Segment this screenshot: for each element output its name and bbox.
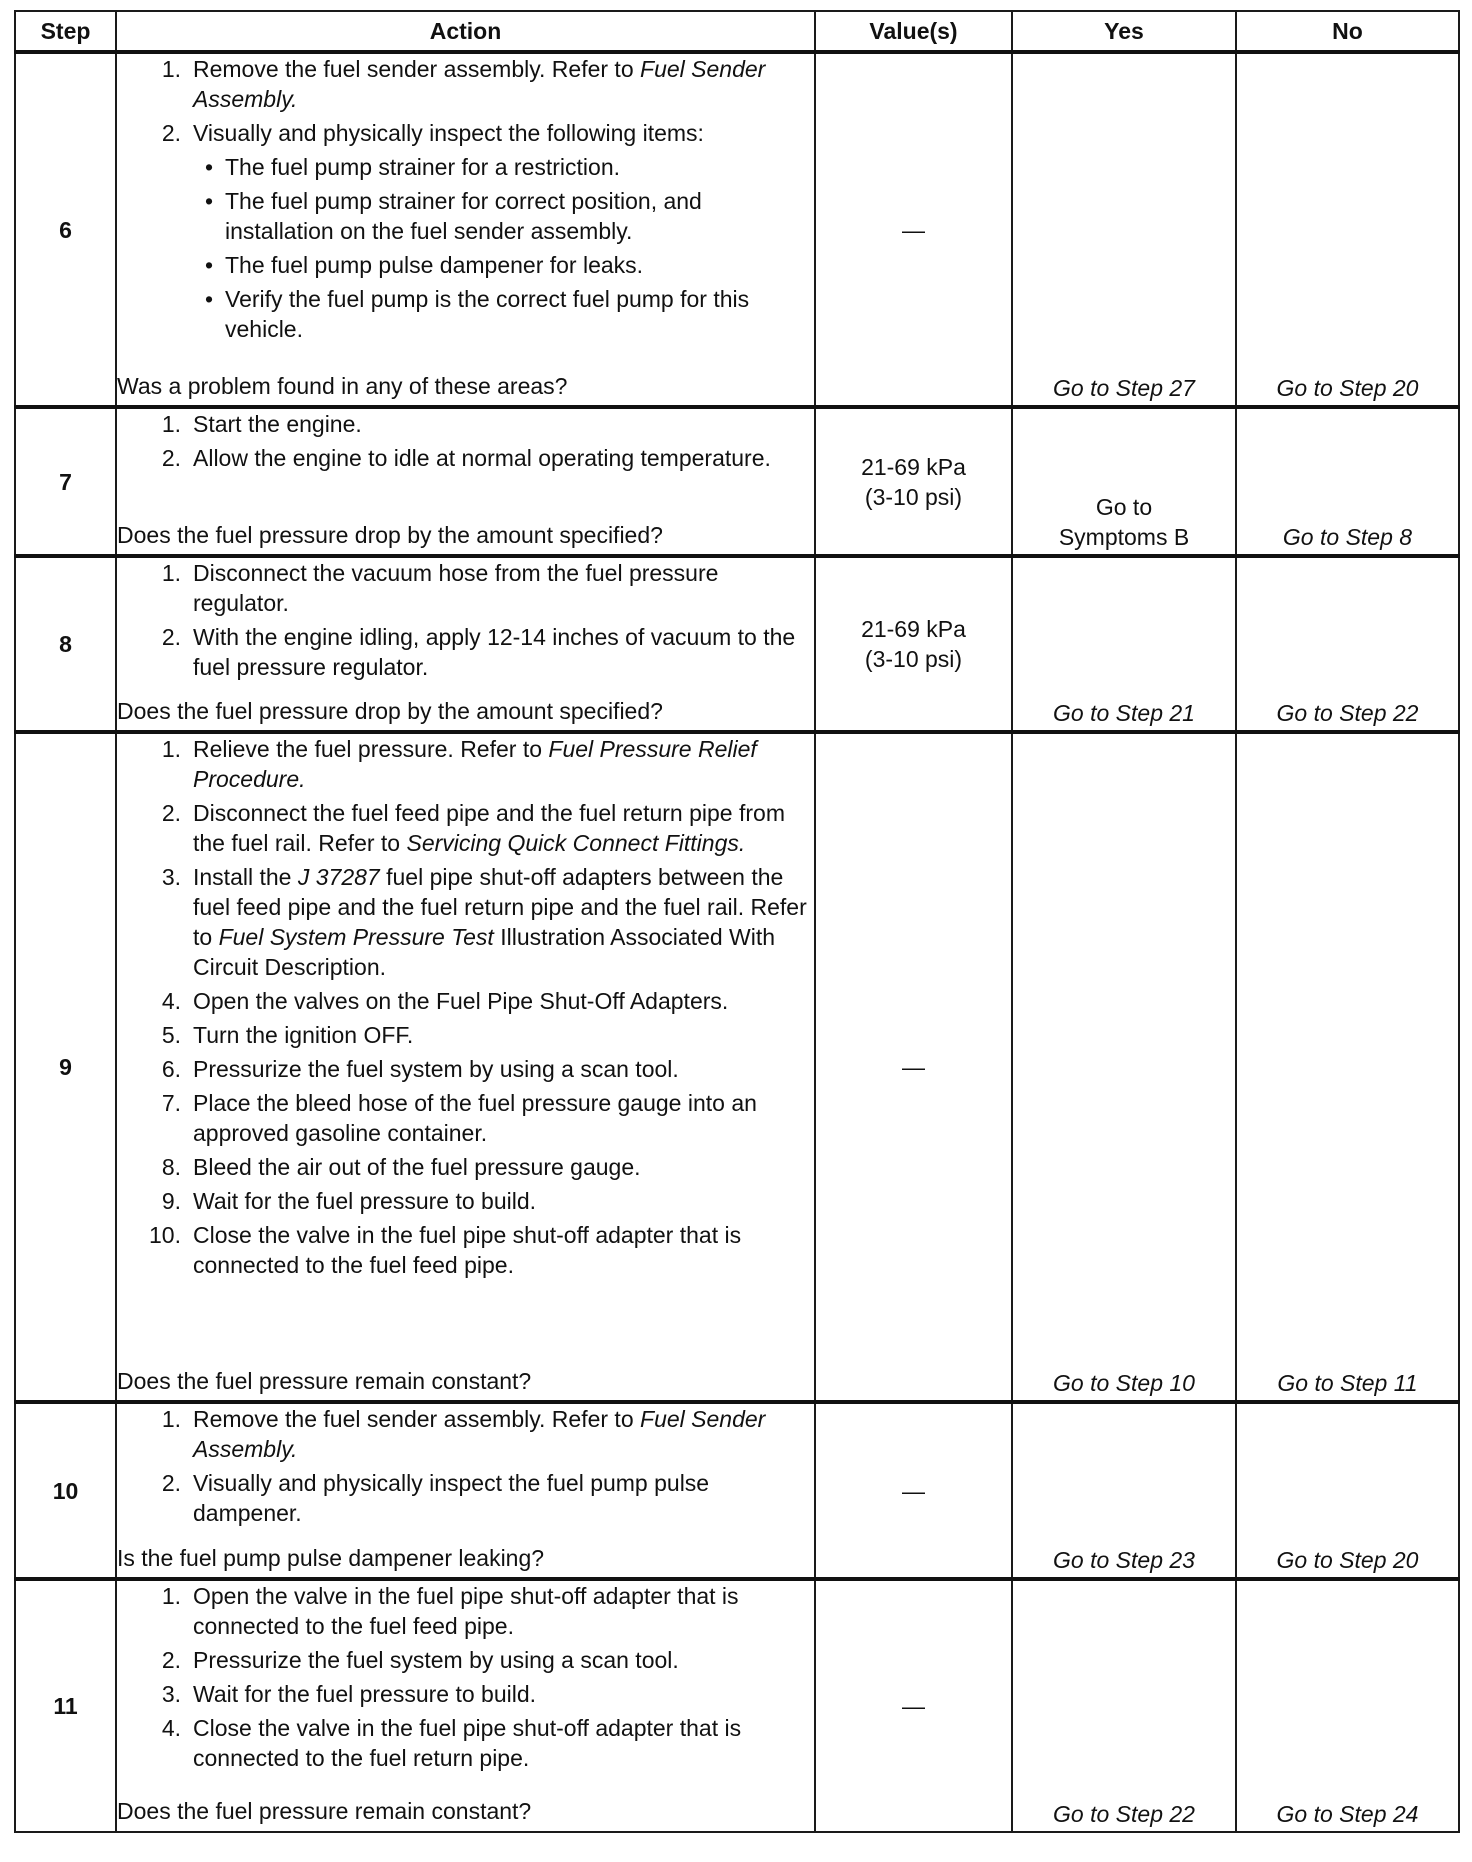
no-result: Go to Step 20 xyxy=(1276,1547,1419,1573)
step-row-9 xyxy=(15,732,1459,1402)
header-row xyxy=(15,11,1459,52)
action-item: 5. Turn the ignition OFF. xyxy=(161,1022,414,1048)
step-row-7 xyxy=(15,407,1459,556)
header-step: Step xyxy=(15,11,116,52)
action-item: 9. Wait for the fuel pressure to build. xyxy=(161,1188,537,1214)
action-item: 1. Open the valve in the fuel pipe shut-off adapter that is connected to the fuel feed pipe. xyxy=(161,1583,739,1639)
diagnostic-table xyxy=(14,10,1460,1833)
step-number: 11 xyxy=(15,1579,116,1832)
action-item: 2. Visually and physically inspect the fuel pump pulse dampener. xyxy=(161,1470,710,1526)
action-item: 4. Close the valve in the fuel pipe shut-off adapter that is connected to the fuel return pipe. xyxy=(161,1715,742,1771)
action-item: 2. Visually and physically inspect the following items: • The fuel pump strainer for a restriction. • The fuel pump strainer for correct position, and installation on the fuel sender assembly. • The fuel pump pulse dampener for leaks. • Verify the fuel pump is the correct fuel pump for this vehicle. xyxy=(117,118,814,348)
header-action: Action xyxy=(116,11,815,52)
action-item: 1. Remove the fuel sender assembly. Refer to Fuel Sender Assembly. xyxy=(161,1406,766,1462)
no-cell xyxy=(1236,1402,1459,1579)
question-text: Is the fuel pump pulse dampener leaking? xyxy=(117,1545,545,1571)
action-item: 2. Pressurize the fuel system by using a scan tool. xyxy=(161,1647,679,1673)
header-no: No xyxy=(1236,11,1459,52)
value-cell: 21-69 kPa (3-10 psi) xyxy=(815,407,1012,556)
reference-link: Fuel Sender Assembly. xyxy=(193,1406,766,1462)
header-values: Value(s) xyxy=(815,11,1012,52)
action-item: 3. Wait for the fuel pressure to build. xyxy=(161,1681,537,1707)
step-number: 10 xyxy=(15,1402,116,1579)
action-item: 3. Install the J 37287 fuel pipe shut-off adapters between the fuel feed pipe and the fuel return pipe and the fuel rail. Refer to Fuel System Pressure Test Illustration Associated With Circuit Description. xyxy=(161,864,807,980)
yes-result: Go to Step 23 xyxy=(1053,1547,1195,1573)
inspection-list xyxy=(193,152,814,344)
bullet-item: • The fuel pump strainer for correct position, and installation on the fuel sender assembly. xyxy=(204,188,702,244)
no-cell xyxy=(1236,52,1459,407)
value-cell: 21-69 kPa (3-10 psi) xyxy=(815,556,1012,732)
yes-cell xyxy=(1012,732,1236,1402)
no-result: Go to Step 22 xyxy=(1276,700,1419,726)
action-item: 8. Bleed the air out of the fuel pressure gauge. xyxy=(161,1154,641,1180)
yes-cell xyxy=(1012,556,1236,732)
step-number: 8 xyxy=(15,556,116,732)
reference-link: Fuel System Pressure Test xyxy=(218,924,494,950)
step-row-10 xyxy=(15,1402,1459,1579)
action-cell xyxy=(116,732,815,1402)
bullet-item: • Verify the fuel pump is the correct fuel pump for this vehicle. xyxy=(204,286,750,342)
reference-link: Servicing Quick Connect Fittings. xyxy=(406,830,746,856)
no-cell xyxy=(1236,407,1459,556)
no-result: Go to Step 11 xyxy=(1277,1370,1418,1396)
action-cell xyxy=(116,556,815,732)
no-result: Go to Step 8 xyxy=(1282,524,1413,550)
action-item: 1. Start the engine. xyxy=(161,411,362,437)
value-cell: — xyxy=(815,1402,1012,1579)
action-item: 6. Pressurize the fuel system by using a scan tool. xyxy=(161,1056,679,1082)
action-item: 7. Place the bleed hose of the fuel pressure gauge into an approved gasoline container. xyxy=(161,1090,757,1146)
action-item: 1. Disconnect the vacuum hose from the fuel pressure regulator. xyxy=(161,560,719,616)
action-item: 4. Open the valves on the Fuel Pipe Shut-Off Adapters. xyxy=(161,988,729,1014)
question-text: Does the fuel pressure drop by the amount specified? xyxy=(117,522,663,548)
value-cell: — xyxy=(815,732,1012,1402)
no-cell xyxy=(1236,732,1459,1402)
yes-result: Go to Symptoms B xyxy=(1058,494,1190,550)
step-row-8 xyxy=(15,556,1459,732)
question-text: Was a problem found in any of these areas? xyxy=(117,373,568,399)
bullet-item: • The fuel pump strainer for a restriction. xyxy=(204,154,620,180)
question-text: Does the fuel pressure remain constant? xyxy=(117,1368,532,1394)
no-cell xyxy=(1236,1579,1459,1832)
step-row-11 xyxy=(15,1579,1459,1832)
yes-cell xyxy=(1012,52,1236,407)
action-item: 2. Disconnect the fuel feed pipe and the fuel return pipe from the fuel rail. Refer to Servicing Quick Connect Fittings. xyxy=(161,800,785,856)
no-result: Go to Step 24 xyxy=(1276,1801,1419,1827)
no-cell xyxy=(1236,556,1459,732)
question-text: Does the fuel pressure drop by the amount specified? xyxy=(117,698,663,724)
step-row-6 xyxy=(15,52,1459,407)
action-cell xyxy=(116,1579,815,1832)
action-cell xyxy=(116,52,815,407)
header-yes: Yes xyxy=(1012,11,1236,52)
no-result: Go to Step 20 xyxy=(1276,375,1419,401)
yes-cell xyxy=(1012,1402,1236,1579)
action-item: 2. With the engine idling, apply 12-14 inches of vacuum to the fuel pressure regulator. xyxy=(161,624,796,680)
bullet-item: • The fuel pump pulse dampener for leaks. xyxy=(204,252,644,278)
action-item: 1. Remove the fuel sender assembly. Refer to Fuel Sender Assembly. xyxy=(161,56,766,112)
yes-cell xyxy=(1012,407,1236,556)
yes-result: Go to Step 10 xyxy=(1053,1370,1195,1396)
action-item: 1. Relieve the fuel pressure. Refer to Fuel Pressure Relief Procedure. xyxy=(161,736,757,792)
action-item: 2. Allow the engine to idle at normal operating temperature. xyxy=(161,445,771,471)
action-cell xyxy=(116,407,815,556)
yes-result: Go to Step 22 xyxy=(1053,1801,1195,1827)
value-cell: — xyxy=(815,52,1012,407)
yes-cell xyxy=(1012,1579,1236,1832)
reference-link: Fuel Sender Assembly. xyxy=(193,56,766,112)
action-cell xyxy=(116,1402,815,1579)
tool-reference: J 37287 xyxy=(297,864,380,890)
step-number: 7 xyxy=(15,407,116,556)
yes-result: Go to Step 27 xyxy=(1053,375,1195,401)
value-cell: — xyxy=(815,1579,1012,1832)
action-item: 10. Close the valve in the fuel pipe shut-off adapter that is connected to the fuel feed pipe. xyxy=(149,1222,742,1278)
step-number: 6 xyxy=(15,52,116,407)
question-text: Does the fuel pressure remain constant? xyxy=(117,1798,532,1824)
step-number: 9 xyxy=(15,732,116,1402)
yes-result: Go to Step 21 xyxy=(1053,700,1195,726)
reference-link: Fuel Pressure Relief Procedure. xyxy=(193,736,757,792)
